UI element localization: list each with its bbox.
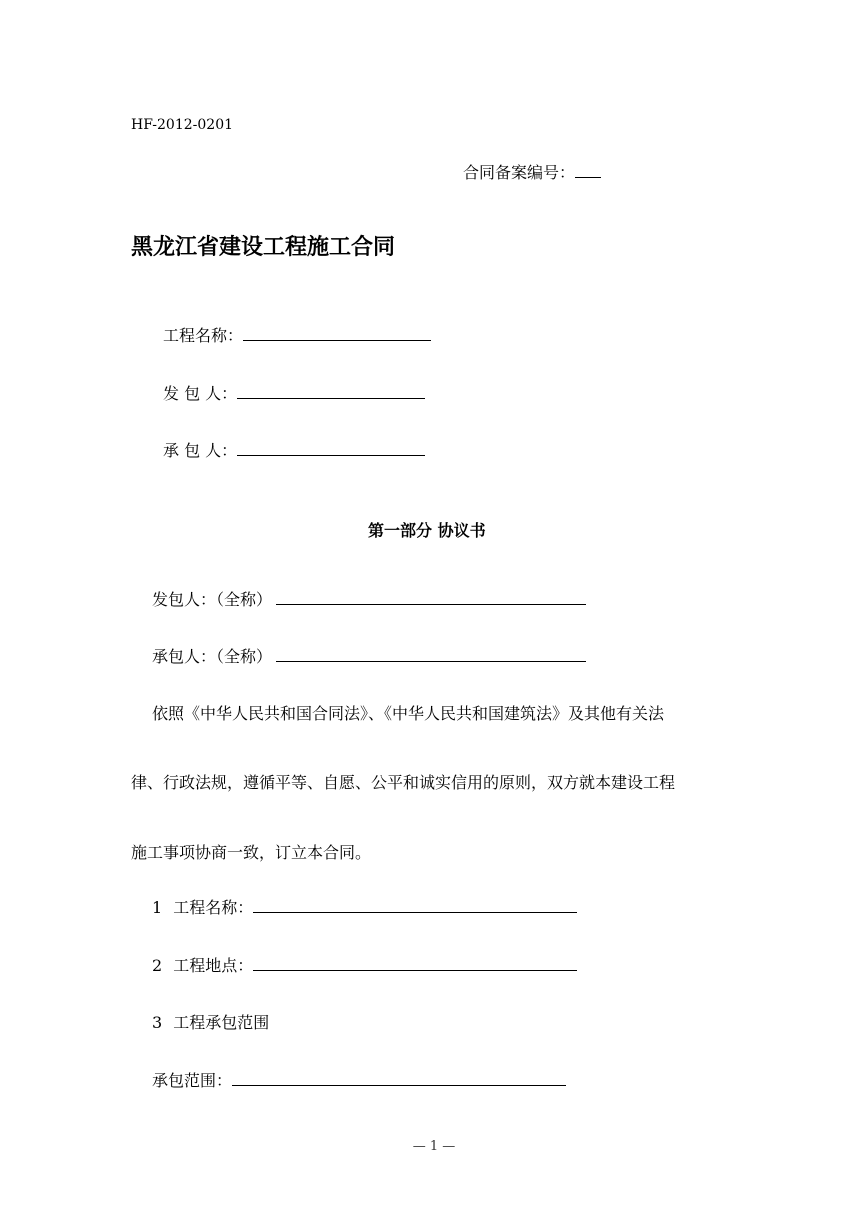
- item-project-name-blank: [253, 896, 577, 913]
- cover-contractor: [163, 438, 425, 461]
- document-code: HF-2012-0201: [131, 117, 234, 133]
- item-scope-heading: [152, 1010, 269, 1033]
- paragraph-line: 律、行政法规，遵循平等、自愿、公平和诚实信用的原则，双方就本建设工程: [131, 773, 676, 792]
- document-title: 黑龙江省建设工程施工合同: [131, 235, 396, 260]
- item-project-location: [152, 953, 577, 976]
- agreement-employer-blank: [276, 588, 586, 605]
- cover-employer: [163, 381, 425, 404]
- item-project-name-label: 工程名称：: [173, 898, 254, 917]
- agreement-contractor-label: 承包人：（全称）: [152, 647, 273, 666]
- scope-blank: [232, 1069, 566, 1086]
- cover-project-name-label: 工程名称：: [163, 326, 244, 345]
- filing-number-label: 合同备案编号：: [463, 163, 576, 182]
- item-number: 2: [152, 956, 163, 975]
- agreement-contractor-blank: [276, 645, 586, 662]
- cover-employer-blank: [237, 382, 425, 399]
- cover-project-name-blank: [243, 324, 431, 341]
- cover-project-name: [163, 323, 431, 346]
- filing-number: [463, 160, 601, 183]
- paragraph-line: 依照《中华人民共和国合同法》、《中华人民共和国建筑法》及其他有关法: [152, 704, 665, 723]
- agreement-employer-label: 发包人：（全称）: [152, 590, 273, 609]
- item-scope-heading-label: 工程承包范围: [173, 1013, 270, 1032]
- page-number: — 1 —: [412, 1139, 456, 1154]
- item-project-location-label: 工程地点：: [173, 956, 254, 975]
- paragraph-line: 施工事项协商一致，订立本合同。: [131, 843, 372, 862]
- cover-contractor-blank: [237, 439, 425, 456]
- agreement-contractor: [152, 644, 586, 667]
- filing-number-blank: [575, 161, 601, 178]
- item-project-location-blank: [253, 954, 577, 971]
- item-number: 3: [152, 1013, 163, 1032]
- scope-label: 承包范围：: [152, 1071, 233, 1090]
- scope-line: [152, 1068, 566, 1091]
- cover-employer-label: 发 包 人：: [163, 384, 238, 403]
- cover-contractor-label: 承 包 人：: [163, 441, 238, 460]
- item-number: 1: [152, 898, 163, 917]
- agreement-employer: [152, 587, 586, 610]
- item-project-name: [152, 895, 577, 918]
- section-title: 第一部分 协议书: [368, 521, 486, 540]
